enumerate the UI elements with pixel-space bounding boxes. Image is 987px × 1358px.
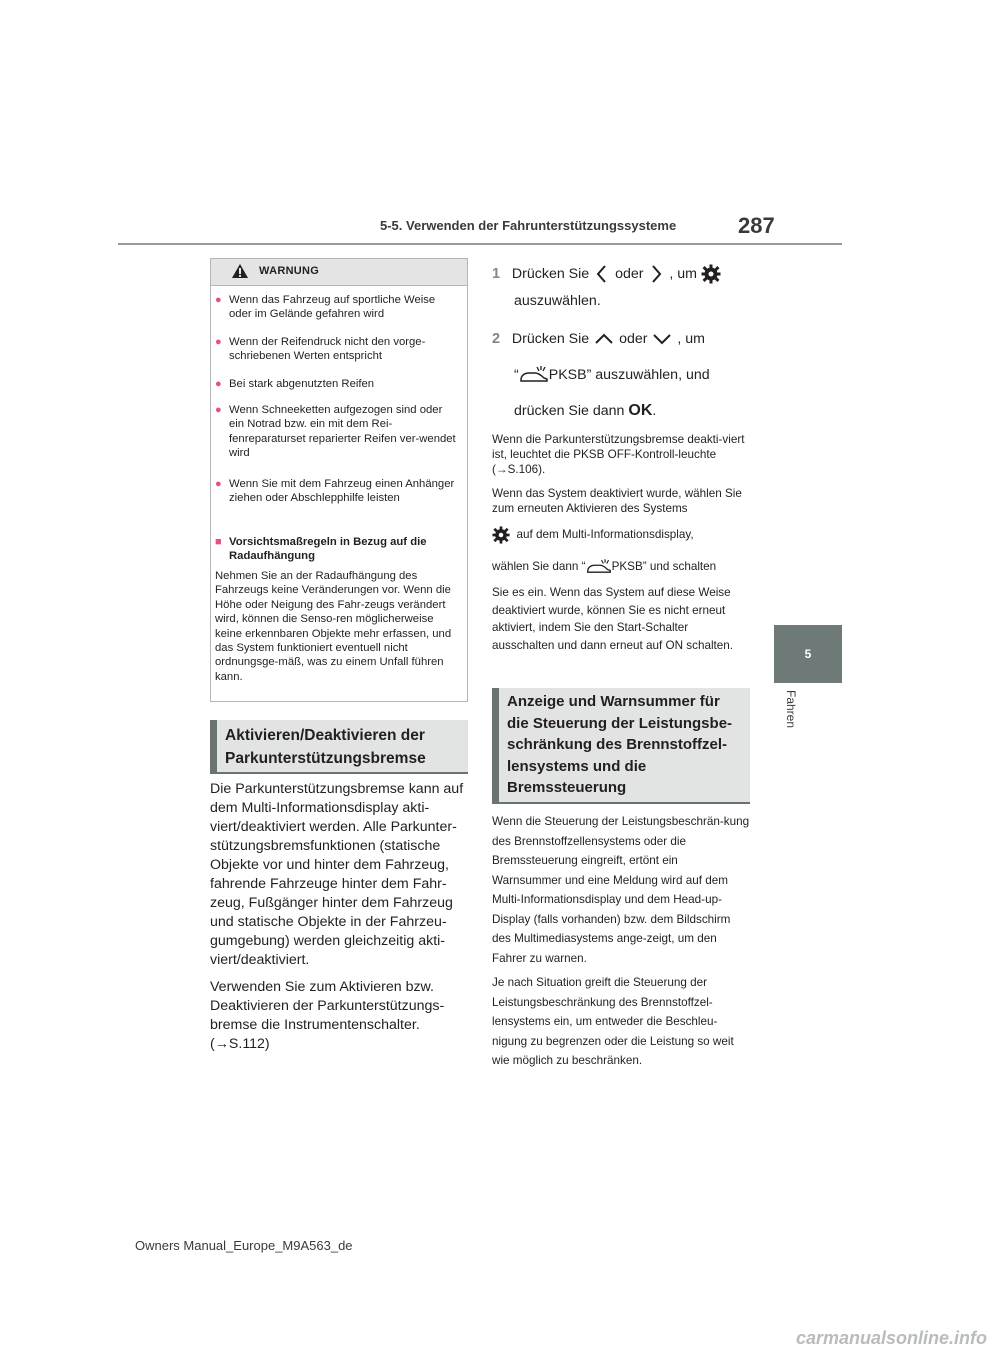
note-reactivate-line2 — [492, 558, 752, 576]
chapter-label — [780, 690, 810, 740]
bullet-icon: ● — [215, 336, 222, 348]
warning-item-text: Wenn der Reifendruck nicht den vorge-schriebenen Werten entspricht — [229, 336, 426, 363]
warning-subheading — [215, 535, 459, 564]
header-rule — [118, 243, 842, 245]
chapter-tab — [774, 625, 842, 683]
step-1-continued: auszuwählen. — [514, 293, 601, 309]
step-2 — [492, 328, 752, 350]
step-number: 1 — [492, 266, 501, 282]
section-heading-activate — [210, 720, 468, 774]
step-text: oder — [619, 331, 648, 347]
warning-item-text: Wenn das Fahrzeug auf sportliche Weise oder im Gelände gefahren wird — [229, 294, 436, 321]
bullet-icon: ● — [215, 378, 222, 390]
pksb-car-icon — [586, 558, 612, 576]
right-paragraph-2: Je nach Situation greift die Steuerung der Leistungsbeschränkung des Brennstoffzel-lensystems ein, um entweder die Beschleu-nigung zu begrenzen oder die Leistung so weit wie möglich zu beschränken. — [492, 976, 734, 1067]
step-number: 2 — [492, 331, 501, 347]
step-text: Drücken Sie — [511, 266, 590, 282]
chapter-number: 5 — [804, 647, 812, 661]
bullet-icon: ● — [215, 404, 222, 416]
square-bullet-icon: ■ — [215, 536, 222, 548]
warning-item-text: Wenn Schneeketten aufgezogen sind oder ein Notrad bzw. ein mit dem Rei-fenreparaturset reparierter Reifen ver-wendet wird — [229, 404, 456, 460]
warning-header — [211, 259, 467, 286]
ok-icon: OK — [628, 402, 653, 419]
heading-line: Parkunterstützungsbremse — [225, 750, 426, 767]
heading-line: Anzeige und Warnsummer für — [507, 693, 720, 710]
heading-line: schränkung des Brennstoffzel- — [507, 736, 728, 753]
heading-line: Aktivieren/Deaktivieren der — [225, 727, 425, 744]
watermark: carmanualsonline.info — [796, 1328, 987, 1348]
gear-icon — [492, 526, 510, 544]
step-2-line2 — [514, 364, 710, 386]
left-paragraph-2: Verwenden Sie zum Aktivieren bzw. Deaktivieren der Parkunterstützungs-bremse die Instrumentenschalter. — [210, 979, 445, 1033]
warning-item — [215, 335, 459, 364]
chapter-label-text: Fahren — [784, 690, 798, 729]
section-heading-warning-buzzer — [492, 688, 750, 804]
step-2-line3 — [514, 400, 656, 422]
bullet-icon: ● — [215, 478, 222, 490]
warning-box — [210, 258, 468, 702]
bullet-icon: ● — [215, 294, 222, 306]
gear-icon — [701, 264, 721, 284]
chevron-left-icon — [593, 263, 611, 285]
warning-item — [215, 377, 459, 391]
left-reference: (→S.112) — [210, 1036, 270, 1052]
warning-item — [215, 293, 459, 322]
heading-line: die Steuerung der Leistungsbe- — [507, 714, 733, 732]
step-text: Drücken Sie — [511, 331, 590, 347]
section-title: 5-5. Verwenden der Fahrunterstützungssysteme — [380, 218, 677, 233]
right-paragraph-1: Wenn die Steuerung der Leistungsbeschrän-kung des Brennstoffzellensystems oder die Bremssteuerung eingreift, ertönt ein Warnsummer und eine Meldung wird auf dem Multi-Informationsdisplay und dem Head-up-Display (falls vorhanden) bzw. dem Bildschirm des Multimediasystems ange-zeigt, um den Fahrer zu warnen. — [492, 815, 750, 965]
note-text: wählen Sie dann “ — [492, 560, 586, 574]
warning-item-text: Wenn Sie mit dem Fahrzeug einen Anhänger ziehen oder Abschlepphilfe leisten — [229, 478, 455, 505]
note-text: PKSB” und schalten — [611, 560, 717, 574]
step-text: PKSB” auszuwählen, und — [548, 367, 710, 383]
note-pksb-off: Wenn die Parkunterstützungsbremse deakti-viert ist, leuchtet die PKSB OFF-Kontroll-leuchte (→S.106). — [492, 433, 745, 477]
chevron-down-icon — [651, 331, 673, 347]
step-text: drücken Sie dann — [514, 403, 625, 419]
warning-triangle-icon — [231, 263, 249, 279]
step-text: oder — [615, 266, 644, 282]
warning-subheading-text: Vorsichtsmaßregeln in Bezug auf die Radaufhängung — [229, 536, 427, 563]
warning-item-text: Bei stark abgenutzten Reifen — [229, 378, 375, 390]
chevron-up-icon — [593, 331, 615, 347]
heading-line: lensystems und die — [507, 757, 647, 775]
page-number: 287 — [738, 213, 775, 238]
warning-paragraph: Nehmen Sie an der Radaufhängung des Fahrzeugs keine Veränderungen vor. Wenn die Höhe oder Neigung des Fahr-zeugs verändert wird, können die Senso-ren möglicherweise keine erkennbaren Objekte mehr erfassen, und das System funktioniert eventuell nicht ordnungsge-mäß, was zu einem Unfall führen kann. — [215, 570, 452, 683]
step-text: , um — [677, 331, 705, 347]
note-reactivate: Wenn das System deaktiviert wurde, wählen Sie zum erneuten Aktivieren des Systems — [492, 487, 742, 516]
warning-item — [215, 403, 459, 461]
step-text: . — [652, 403, 657, 419]
heading-line: Bremssteuerung — [507, 779, 627, 796]
footer-document-id: Owners Manual_Europe_M9A563_de — [135, 1238, 353, 1253]
note-reactivate-rest: Sie es ein. Wenn das System auf diese Weise deaktiviert wurde, können Sie es nicht erneut aktiviert, indem Sie den Start-Schalter ausschalten und dann erneut auf ON schalten. — [492, 586, 734, 652]
step-text: , um — [669, 266, 697, 282]
step-text: “ — [514, 367, 519, 383]
pksb-car-icon — [519, 365, 549, 385]
step-1 — [492, 263, 752, 285]
chevron-right-icon — [647, 263, 665, 285]
note-reactivate-line — [492, 526, 752, 544]
warning-item — [215, 477, 459, 506]
warning-title: WARNUNG — [259, 265, 320, 277]
left-paragraph-1: Die Parkunterstützungsbremse kann auf dem Multi-Informationsdisplay akti-viert/deaktiviert werden. Alle Parkunter-stützungsbremsfunktionen (statische Objekte vor und hinter dem Fahrzeug, fahrende Fahrzeuge hinter dem Fahr-zeug, Fußgänger hinter dem Fahrzeug und statische Objekte in der Fahrzeu-gumgebung) werden gleichzeitig akti-viert/deaktiviert. — [210, 781, 464, 968]
note-text: auf dem Multi-Informationsdisplay, — [516, 528, 694, 542]
